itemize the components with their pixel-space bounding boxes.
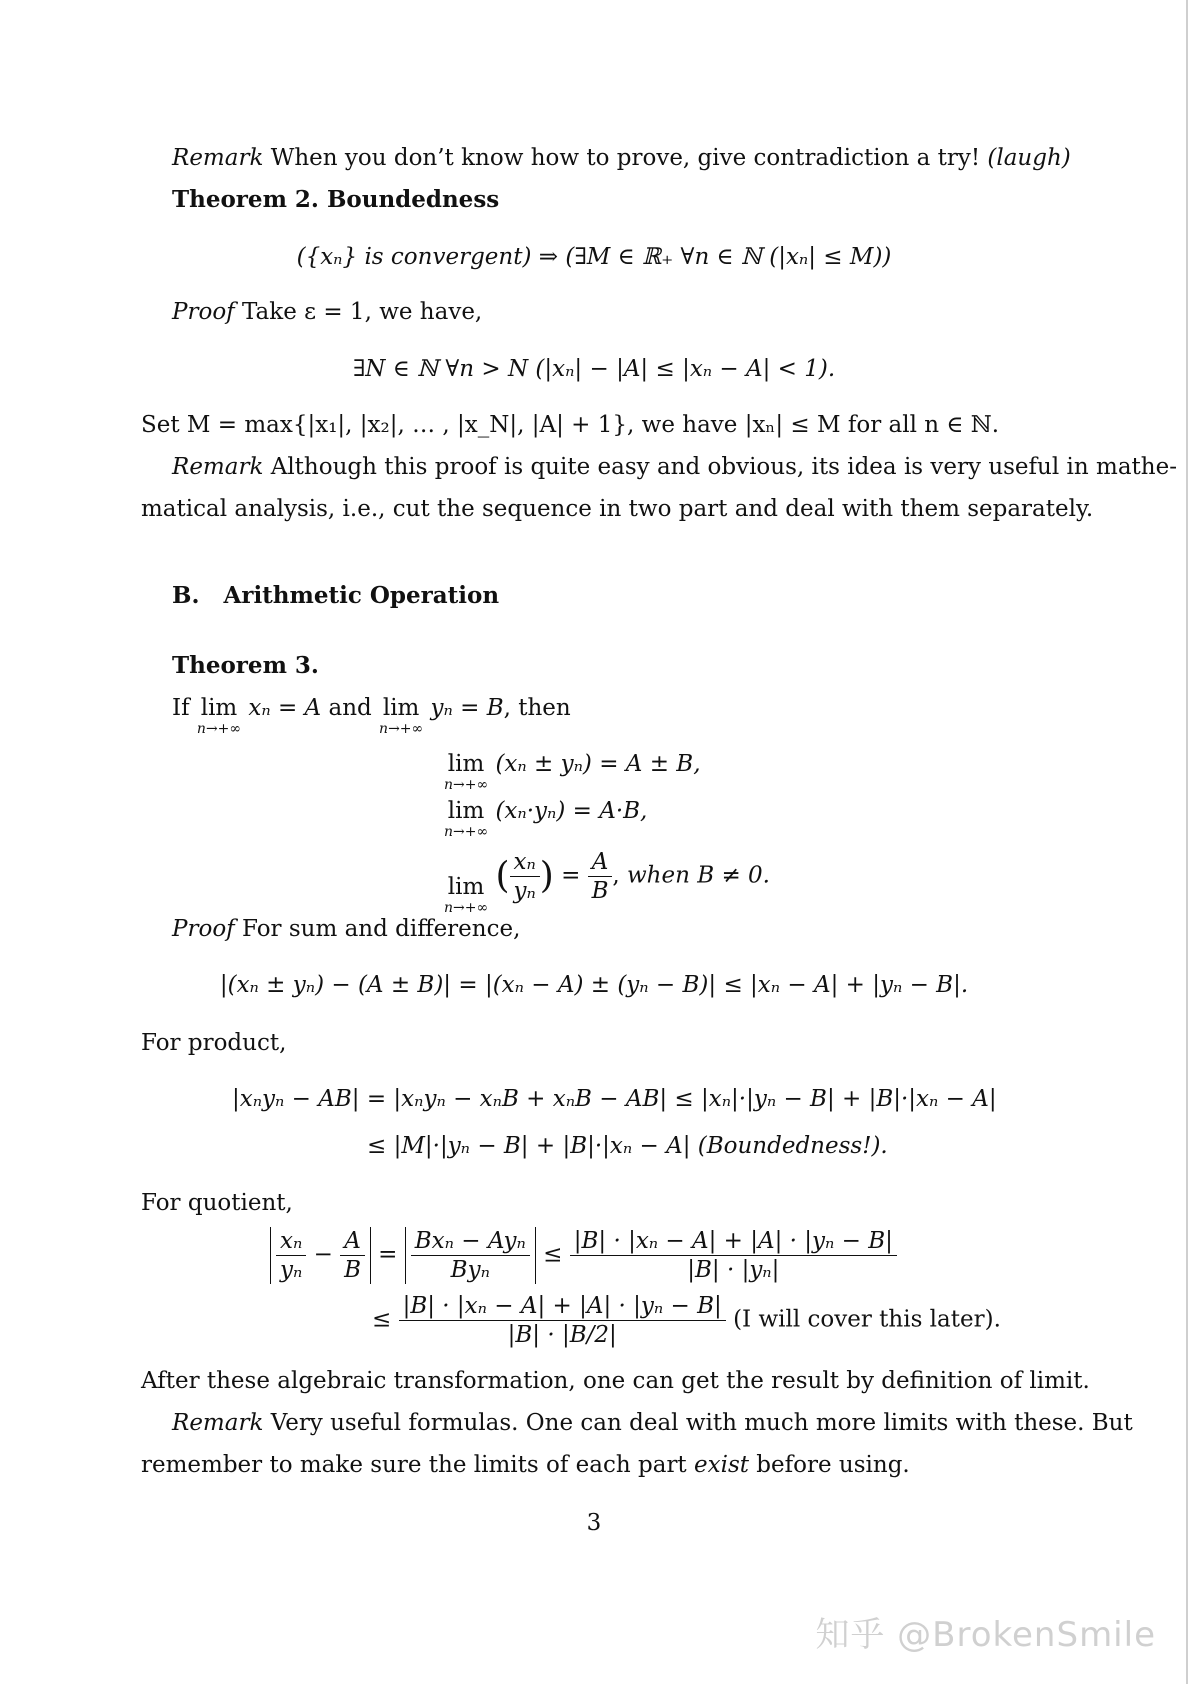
- then-text: then: [518, 695, 571, 721]
- formula-right: (∃M ∈ ℝ₊ ∀n ∈ ℕ (|xₙ| ≤ M)): [565, 244, 892, 270]
- section-title: Arithmetic Operation: [223, 582, 500, 609]
- proof-text: For sum and difference,: [242, 916, 521, 942]
- remark-laugh: (laugh): [987, 145, 1071, 171]
- remark-3-line-1: [172, 1408, 1133, 1438]
- limit-operator: lim n→+∞: [196, 695, 242, 737]
- section-heading: [172, 581, 499, 611]
- proof-3: [172, 914, 520, 944]
- limit-sum: lim n→+∞ (xₙ ± yₙ) = A ± B,: [444, 751, 701, 793]
- theorem-2-heading: [172, 185, 499, 215]
- remark-label: Remark: [172, 145, 264, 171]
- if-text: If: [172, 695, 190, 721]
- and-text: and: [328, 695, 372, 721]
- proof-2: [172, 297, 482, 327]
- limit-quotient: lim n→+∞ ( $\frac{\text{xₙ}}{\text{yₙ}}$ ) = $\frac{A}{B}$ , when B ≠ 0.: [444, 849, 770, 916]
- remark-text: When you don’t know how to prove, give contradiction a try!: [270, 145, 981, 171]
- implies-arrow: ⇒: [538, 244, 559, 270]
- quotient-numerator-1: |B| · |xₙ − A| + |A| · |yₙ − B|: [570, 1227, 897, 1256]
- boundedness-formula: [0, 242, 1188, 272]
- remark-2-line-1: [172, 452, 1177, 482]
- quotient-numerator-2: |B| · |xₙ − A| + |A| · |yₙ − B|: [399, 1292, 726, 1321]
- quotient-note: (I will cover this later).: [733, 1306, 1001, 1333]
- product-label: For product,: [141, 1030, 287, 1056]
- set-line: Set M = max{|x₁|, |x₂|, … , |x_N|, |A| + 1}, we have |xₙ| ≤ M for all n ∈ ℕ.: [141, 412, 1000, 438]
- proof-label: Proof: [172, 299, 235, 325]
- remark-text: Very useful formulas. One can deal with much more limits with these. But: [270, 1410, 1133, 1436]
- proof-2-formula: ∃N ∈ ℕ ∀n > N (|xₙ| − |A| ≤ |xₙ − A| < 1).: [352, 356, 836, 382]
- exist-emphasis: exist: [694, 1452, 749, 1478]
- product-formula-1: |xₙyₙ − AB| = |xₙyₙ − xₙB + xₙB − AB| ≤ |xₙ|·|yₙ − B| + |B|·|xₙ − A|: [232, 1086, 997, 1112]
- remark-3-line-2: remember to make sure the limits of each part exist before using.: [141, 1452, 910, 1478]
- product-formula-2: ≤ |M|·|yₙ − B| + |B|·|xₙ − A| (Boundedness!).: [367, 1133, 888, 1159]
- proof-text: Take ε = 1, we have,: [242, 299, 483, 325]
- remark-label: Remark: [172, 1410, 264, 1436]
- remark-text: Although this proof is quite easy and obvious, its idea is very useful in mathe-: [270, 454, 1177, 480]
- after-line: After these algebraic transformation, one can get the result by definition of limit.: [141, 1368, 1090, 1394]
- proof-label: Proof: [172, 916, 235, 942]
- section-number: B.: [172, 582, 200, 609]
- sum-difference-formula: |(xₙ ± yₙ) − (A ± B)| = |(xₙ − A) ± (yₙ − B)| ≤ |xₙ − A| + |yₙ − B|.: [219, 972, 969, 998]
- remark-2-line-2: matical analysis, i.e., cut the sequence in two part and deal with them separately.: [141, 496, 1094, 522]
- theorem-label: Theorem 2.: [172, 186, 319, 213]
- when-condition: when B ≠ 0.: [627, 862, 770, 889]
- quotient-formula-1: $\frac{\text{xₙ}}{\text{yₙ}}$ − $\frac{A}{B}$ = $\frac{\text{Bxₙ − Ayₙ}}{\text{Byₙ}}$ ≤ $\frac{\text{|B| · |xₙ − A| + |A| · |yₙ − B|}}{\text{|B| · |yₙ|}}$: [270, 1227, 897, 1293]
- theorem-3-heading: Theorem 3.: [172, 652, 319, 679]
- quotient-denominator-1: |B| · |yₙ|: [687, 1257, 780, 1283]
- formula-left: ({xₙ} is convergent): [296, 244, 532, 270]
- theorem-title: Boundedness: [326, 186, 500, 213]
- page-number: 3: [586, 1510, 602, 1536]
- remark-label: Remark: [172, 454, 264, 480]
- quotient-formula-2: ≤ $\frac{\text{|B| · |xₙ − A| + |A| · |yₙ − B|}}{|B| \cdot |B/2|}$ (I will cover this later).: [372, 1293, 1001, 1348]
- limit-operator: lim n→+∞: [379, 695, 424, 737]
- watermark: 知乎 @BrokenSmile: [815, 1615, 1156, 1655]
- limit-product: lim n→+∞ (xₙ·yₙ) = A·B,: [444, 798, 648, 840]
- quotient-denominator-2: |B| · |B/2|: [507, 1322, 617, 1348]
- quotient-label: For quotient,: [141, 1190, 293, 1216]
- remark-1: [172, 143, 1071, 173]
- theorem-3-hypothesis: If lim n→+∞ xₙ = A and lim n→+∞ yₙ = B, then: [172, 695, 571, 737]
